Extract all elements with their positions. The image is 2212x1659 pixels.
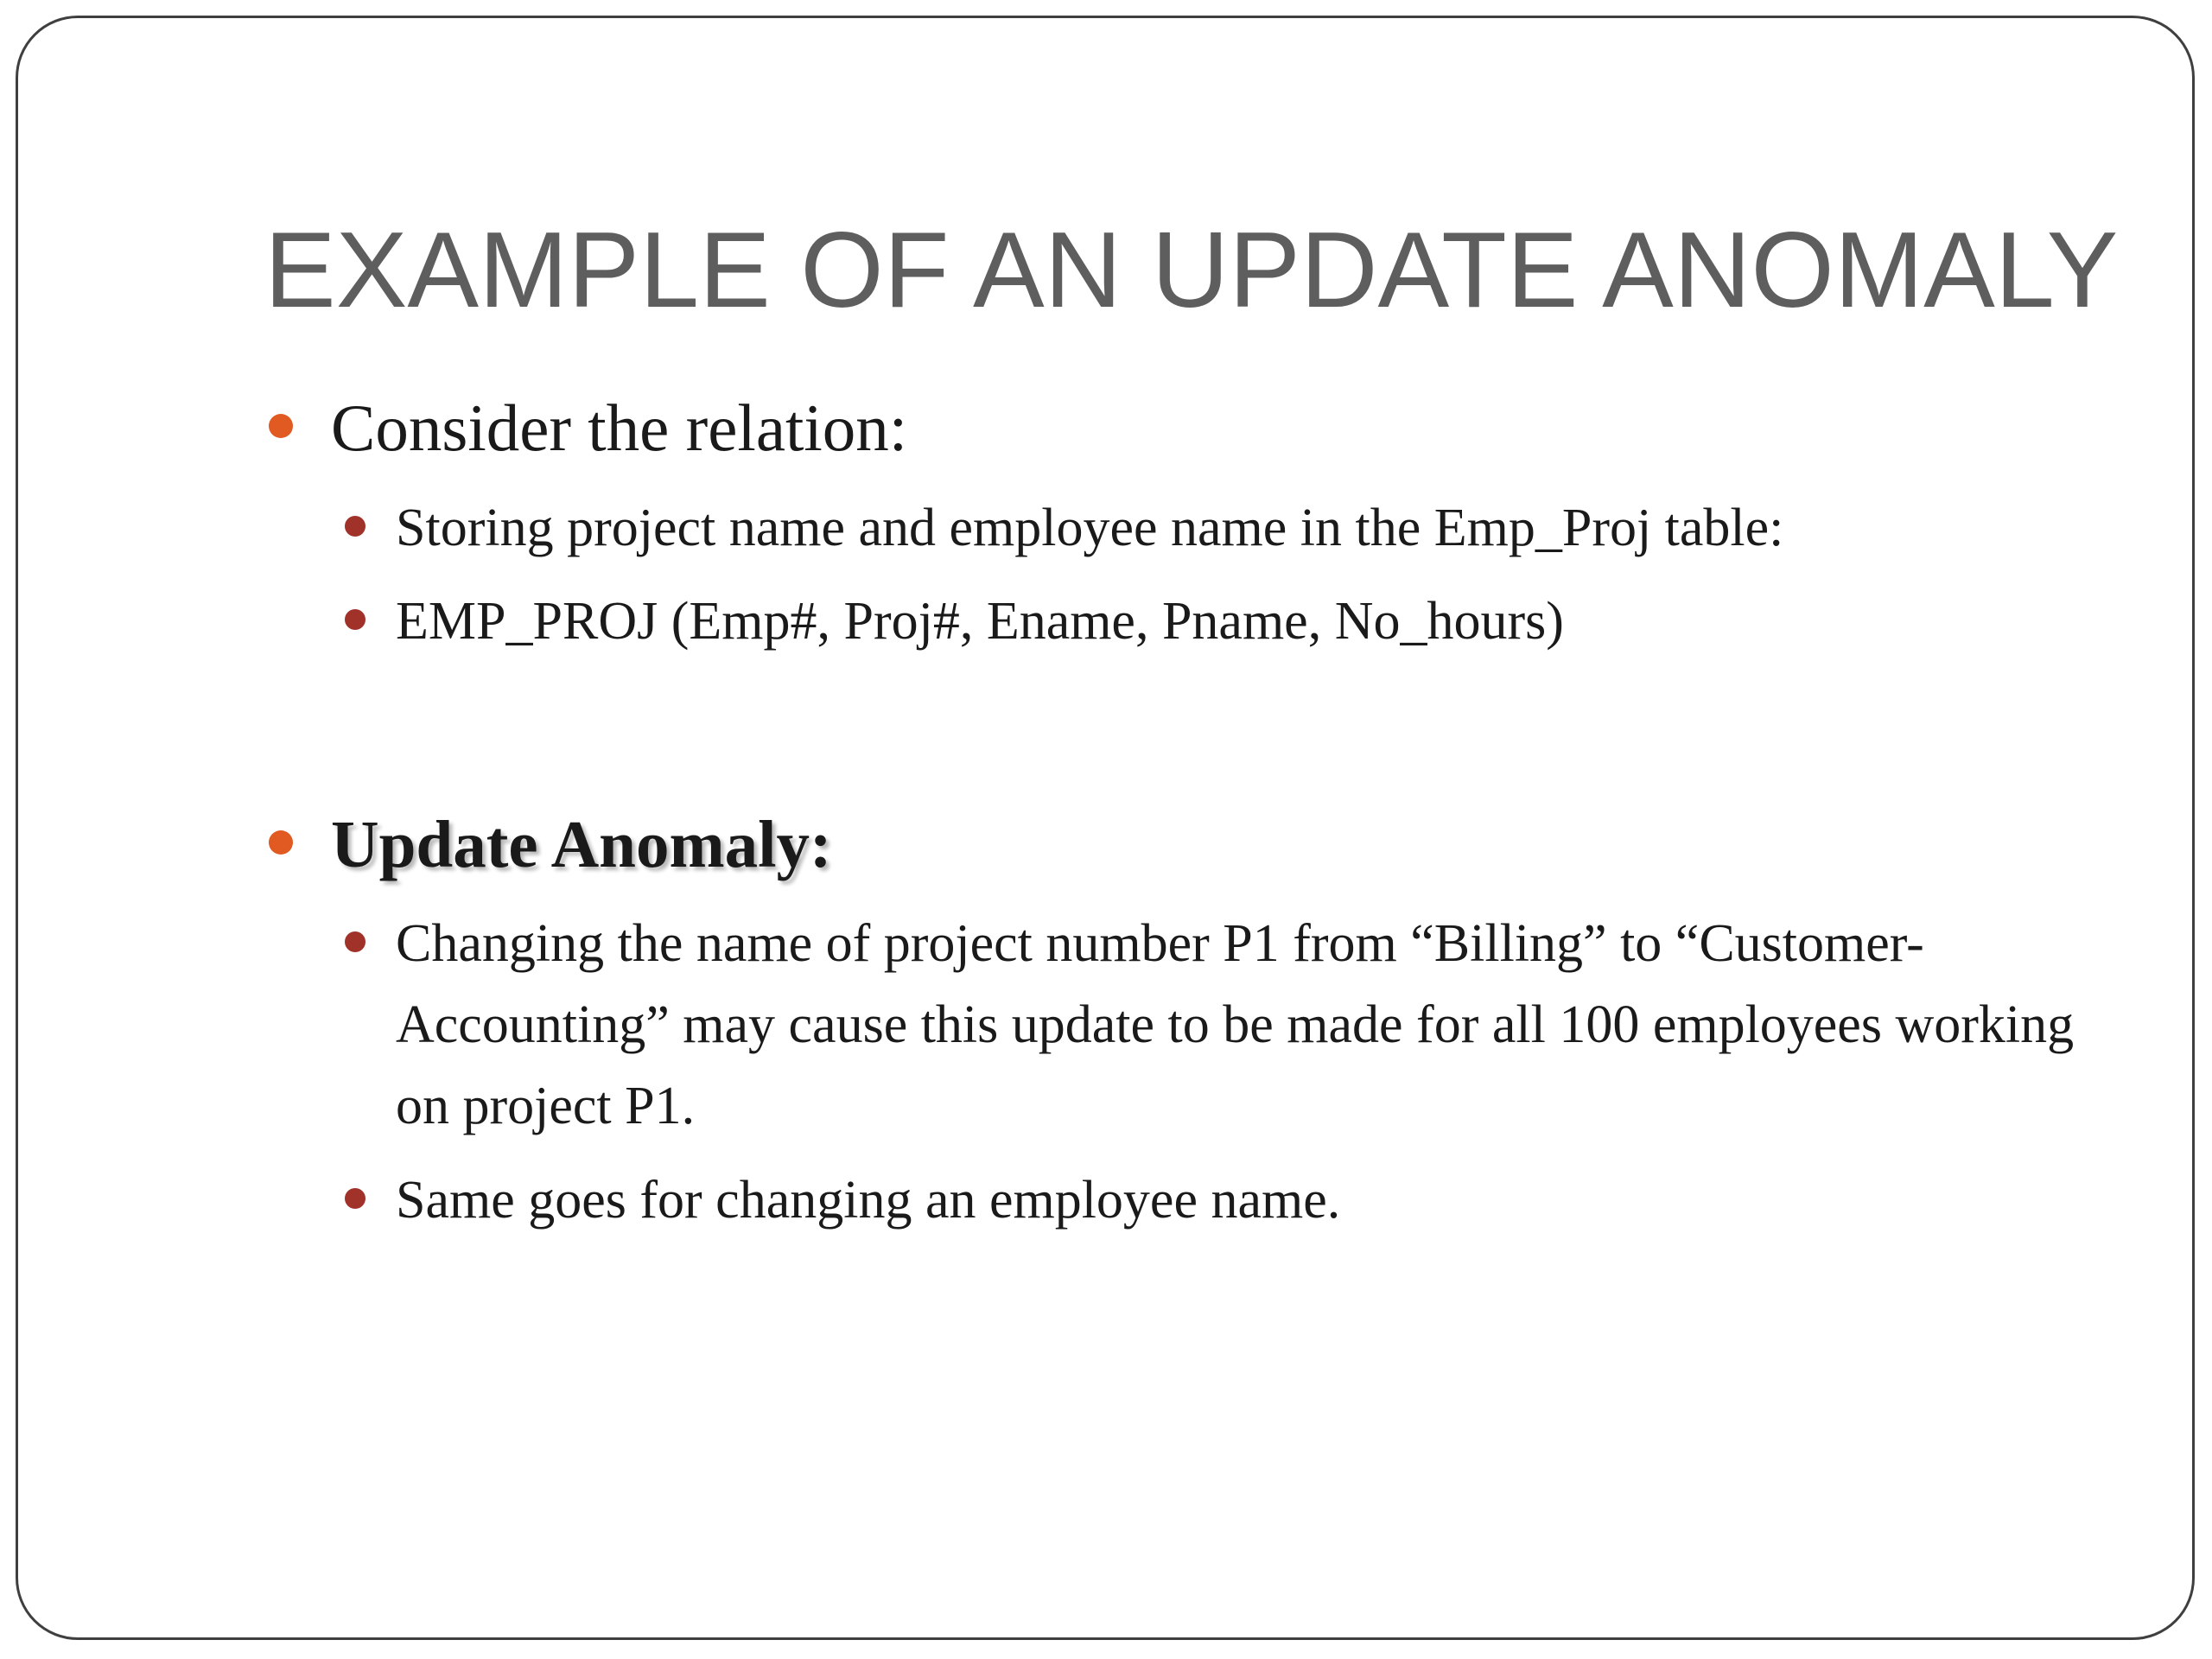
slide (16, 16, 2195, 1640)
subbullet-same-goes (396, 1160, 2124, 1241)
subbullet-emp-proj (396, 581, 2124, 662)
subbullet-dot-icon (345, 931, 365, 952)
subbullet-changing-name (396, 903, 2124, 1147)
bullet-consider-relation (331, 391, 908, 465)
bullet-text: Consider the relation: (331, 391, 908, 465)
subbullet-text: Storing project name and employee name in the Emp_Proj table: (396, 499, 1784, 557)
subbullet-dot-icon (345, 1188, 365, 1209)
subbullet-text: Changing the name of project number P1 from “Billing” to “Customer-Accounting” may cause this update to be made for all 100 employees working on project P1. (396, 914, 2075, 1135)
subbullet-dot-icon (345, 609, 365, 630)
bullet-text: Update Anomaly: (331, 807, 832, 881)
subbullet-text: EMP_PROJ (Emp#, Proj#, Ename, Pname, No_hours) (396, 592, 1564, 651)
bullet-dot-icon (269, 830, 293, 855)
slide-title: EXAMPLE OF AN UPDATE ANOMALY (264, 211, 2119, 330)
subbullet-text: Same goes for changing an employee name. (396, 1171, 1341, 1230)
subbullet-dot-icon (345, 516, 365, 537)
bullet-update-anomaly (331, 807, 832, 881)
subbullet-storing (396, 487, 2124, 569)
bullet-dot-icon (269, 414, 293, 438)
